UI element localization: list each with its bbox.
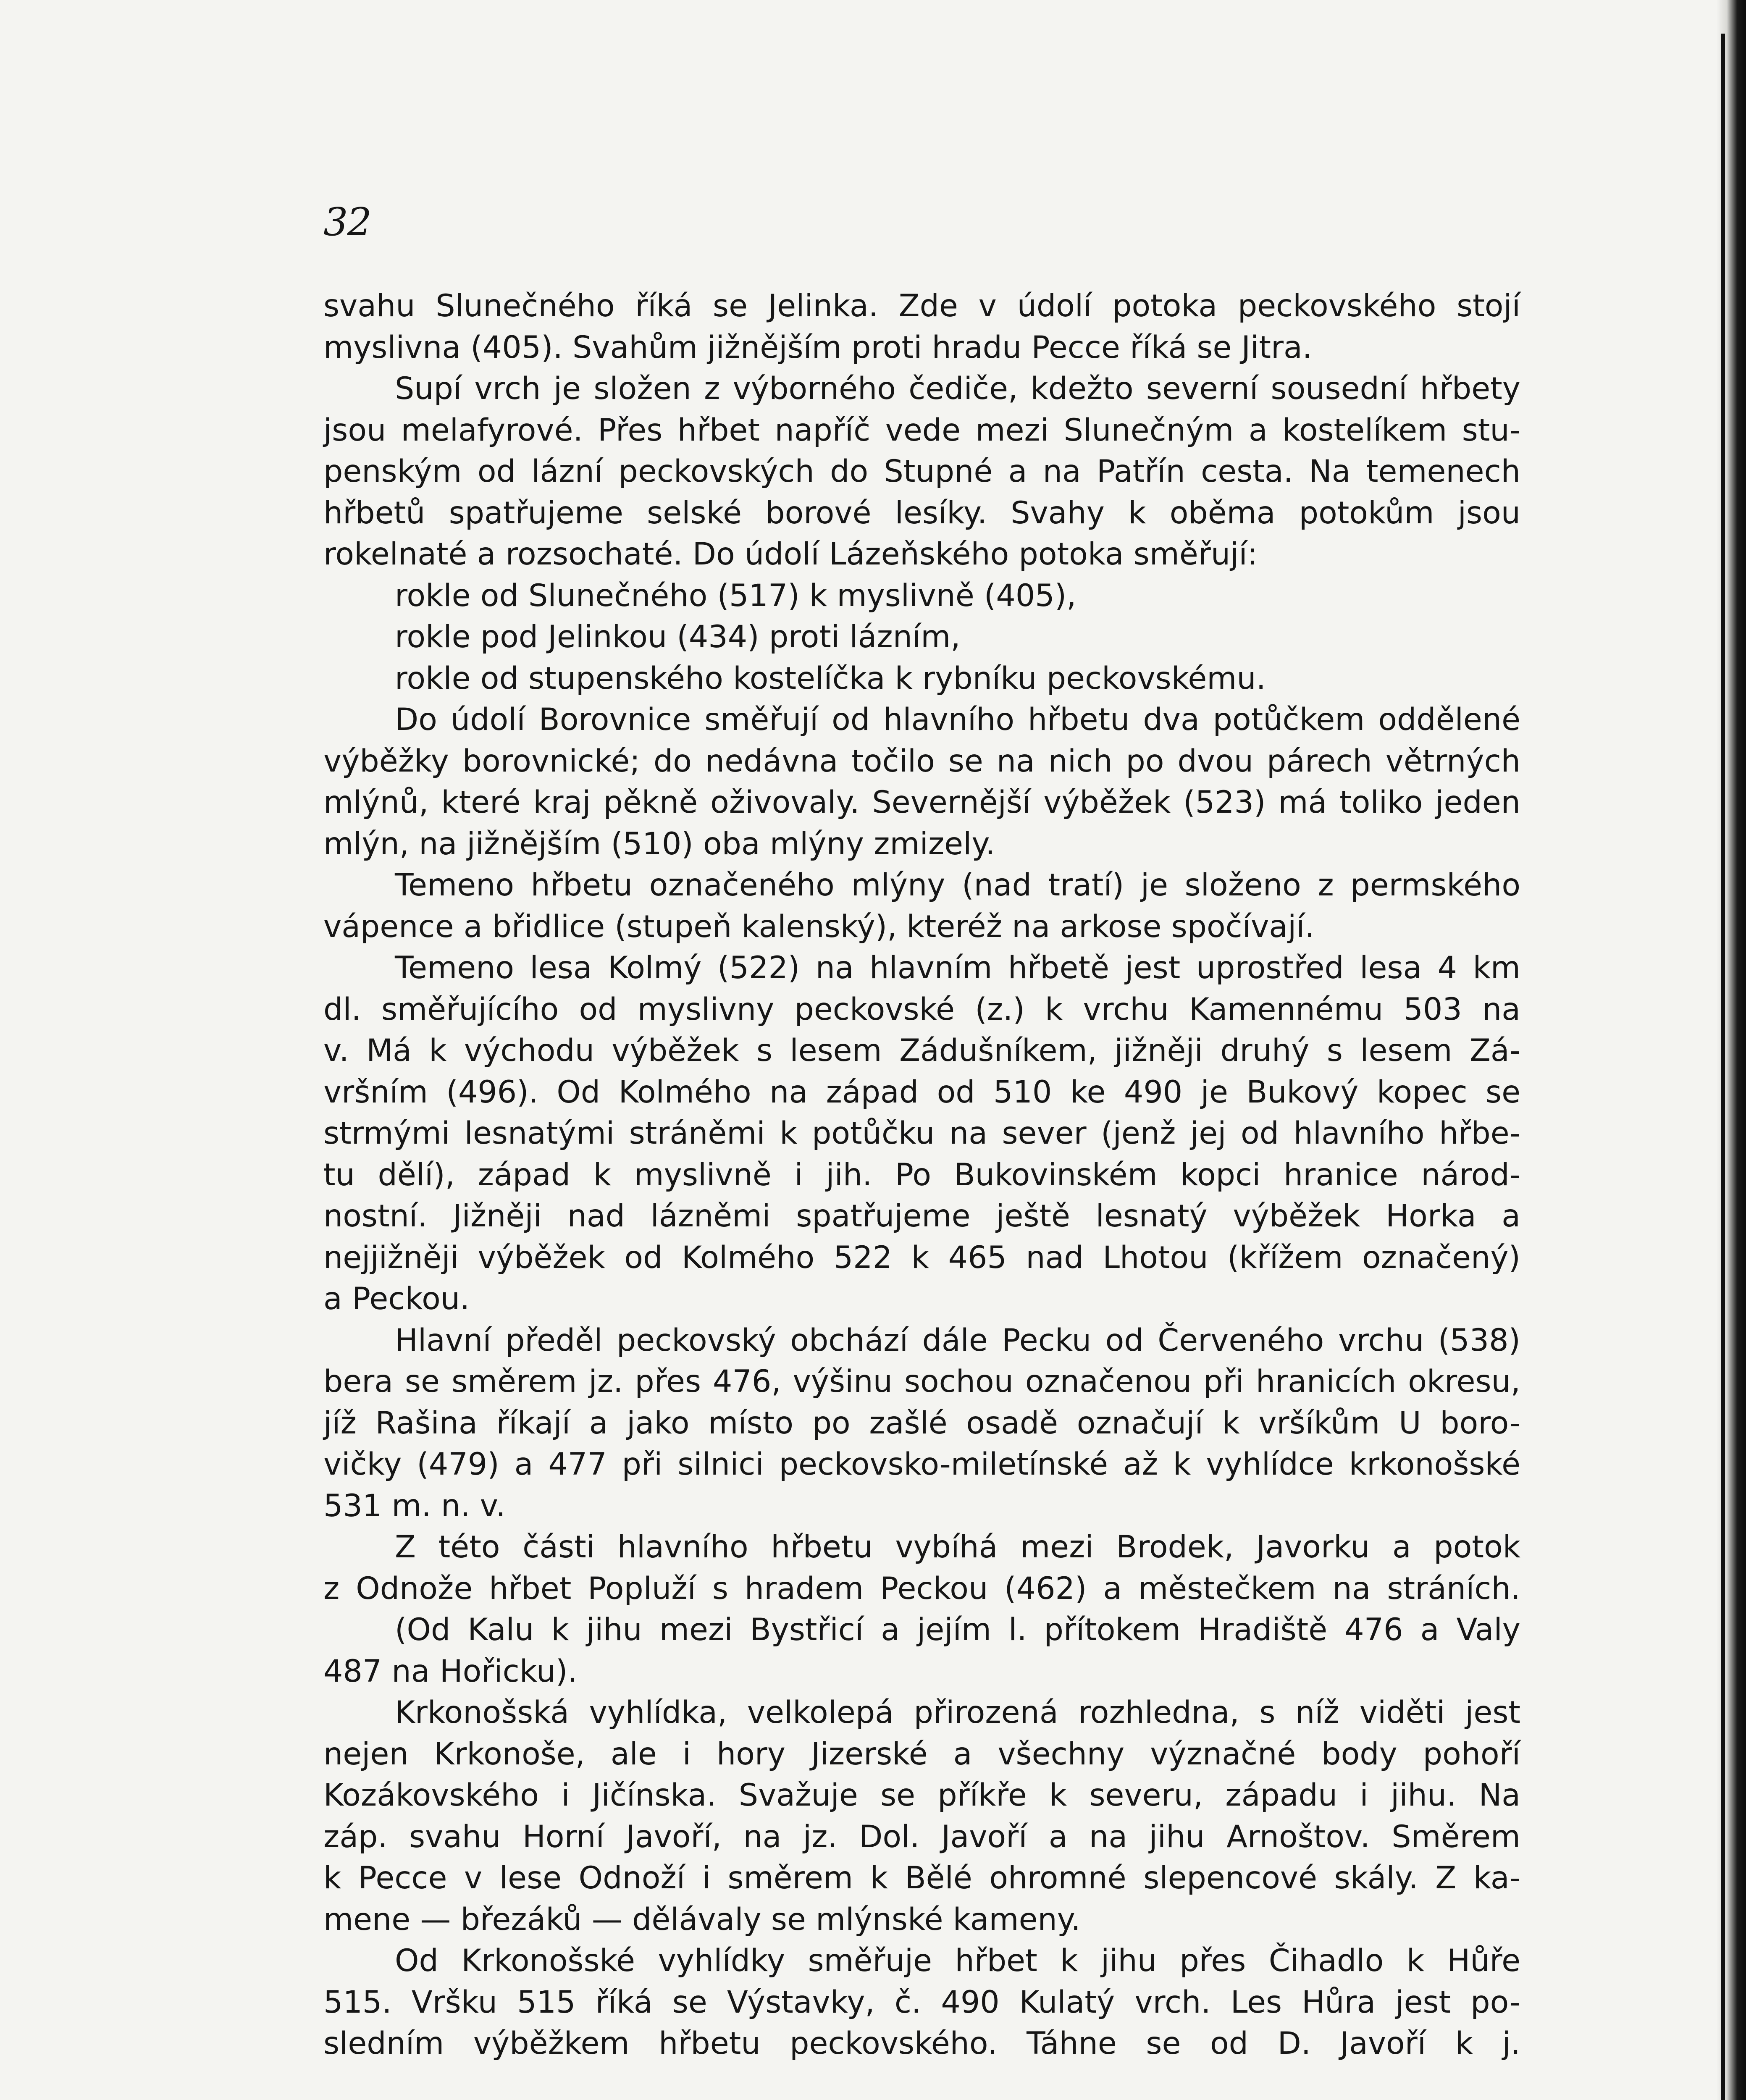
text-line: jsou melafyrové. Přes hřbet napříč vede mezi Slunečným a kostelíkem stu- [323,412,1520,448]
text-line: vršním (496). Od Kolmého na západ od 510 ke 490 je Bukový kopec se [323,1074,1520,1110]
text-line: hřbetů spatřujeme selské borové lesíky. Svahy k oběma potokům jsou [323,495,1520,531]
text-line: 487 na Hořicku). [323,1653,578,1689]
text-line: Supí vrch je složen z výborného čediče, kdežto severní sousední hřbety [395,371,1520,407]
text-line: k Pecce v lese Odnoží i směrem k Bělé ohromné slepencové skály. Z ka- [323,1860,1520,1896]
text-line: jíž Rašina říkají a jako místo po zašlé osadě označují k vršíkům U boro- [323,1405,1520,1441]
text-line: mlýnů, které kraj pěkně oživovaly. Severnější výběžek (523) má toliko jeden [323,785,1520,820]
text-line: Temeno lesa Kolmý (522) na hlavním hřbetě jest uprostřed lesa 4 km [395,950,1520,986]
text-line: (Od Kalu k jihu mezi Bystřicí a jejím l. přítokem Hradiště 476 a Valy [395,1612,1520,1648]
text-line: vápence a břidlice (stupeň kalenský), kteréž na arkose spočívají. [323,908,1315,945]
text-line: Od Krkonošské vyhlídky směřuje hřbet k jihu přes Čihadlo k Hůře [395,1943,1520,1979]
text-line: v. Má k východu výběžek s lesem Zádušníkem, jižněji druhý s lesem Zá- [323,1033,1520,1068]
text-line: sledním výběžkem hřbetu peckovského. Táhne se od D. Javoří k j. [323,2026,1520,2061]
text-line: záp. svahu Horní Javoří, na jz. Dol. Javoří a na jihu Arnoštov. Směrem [323,1819,1520,1855]
text-line: nejjižněji výběžek od Kolmého 522 k 465 nad Lhotou (křížem označený) [323,1239,1520,1276]
text-line: Do údolí Borovnice směřují od hlavního hřbetu dva potůčkem oddělené [395,702,1520,738]
text-line: Temeno hřbetu označeného mlýny (nad tratí) je složeno z permského [395,867,1520,903]
text-line: strmými lesnatými stráněmi k potůčku na sever (jenž jej od hlavního hřbe- [323,1116,1520,1151]
text-line: bera se směrem jz. přes 476, výšinu sochou označenou při hranicích okresu, [323,1364,1520,1399]
page-number: 32 [323,200,371,244]
body-text [323,286,1520,2065]
text-line: rokelnaté a rozsochaté. Do údolí Lázeňského potoka směřují: [323,536,1258,572]
text-line: a Peckou. [323,1281,470,1317]
text-line: Hlavní předěl peckovský obchází dále Pecku od Červeného vrchu (538) [395,1322,1520,1358]
text-line: dl. směřujícího od myslivny peckovské (z.) k vrchu Kamennému 503 na [323,991,1520,1027]
text-line: mlýn, na jižnějším (510) oba mlýny zmizely. [323,826,995,862]
text-line: myslivna (405). Svahům jižnějším proti hradu Pecce říká se Jitra. [323,329,1312,365]
text-line: Kozákovského i Jičínska. Svažuje se příkře k severu, západu i jihu. Na [323,1777,1520,1813]
text-line: nejen Krkonoše, ale i hory Jizerské a všechny význačné body pohoří [323,1736,1520,1772]
text-line: rokle od Slunečného (517) k myslivně (405), [395,578,1076,614]
text-line: penským od lázní peckovských do Stupné a na Patřín cesta. Na temenech [323,454,1520,489]
text-line: Z této části hlavního hřbetu vybíhá mezi Brodek, Javorku a potok [395,1529,1520,1565]
text-line: nostní. Jižněji nad lázněmi spatřujeme ještě lesnatý výběžek Horka a [323,1198,1520,1234]
text-line: 531 m. n. v. [323,1488,506,1524]
text-line: Krkonošská vyhlídka, velkolepá přirozená rozhledna, s níž viděti jest [395,1695,1520,1730]
text-line: 515. Vršku 515 říká se Výstavky, č. 490 Kulatý vrch. Les Hůra jest po- [323,1984,1520,2020]
text-line: rokle od stupenského kostelíčka k rybníku peckovskému. [395,660,1266,696]
text-line: rokle pod Jelinkou (434) proti lázním, [395,619,961,655]
binding-edge [1721,34,1725,2100]
text-line: výběžky borovnické; do nedávna točilo se na nich po dvou párech větrných [323,743,1520,779]
text-line: svahu Slunečného říká se Jelinka. Zde v údolí potoka peckovského stojí [323,288,1520,324]
text-line: mene — březáků — dělávaly se mlýnské kameny. [323,1901,1081,1937]
text-line: vičky (479) a 477 při silnici peckovsko-miletínské až k vyhlídce krkonošské [323,1446,1520,1482]
text-line: z Odnože hřbet Popluží s hradem Peckou (462) a městečkem na stráních. [323,1570,1520,1606]
text-line: tu dělí), západ k myslivně i jih. Po Bukovinském kopci hranice národ- [323,1157,1520,1193]
